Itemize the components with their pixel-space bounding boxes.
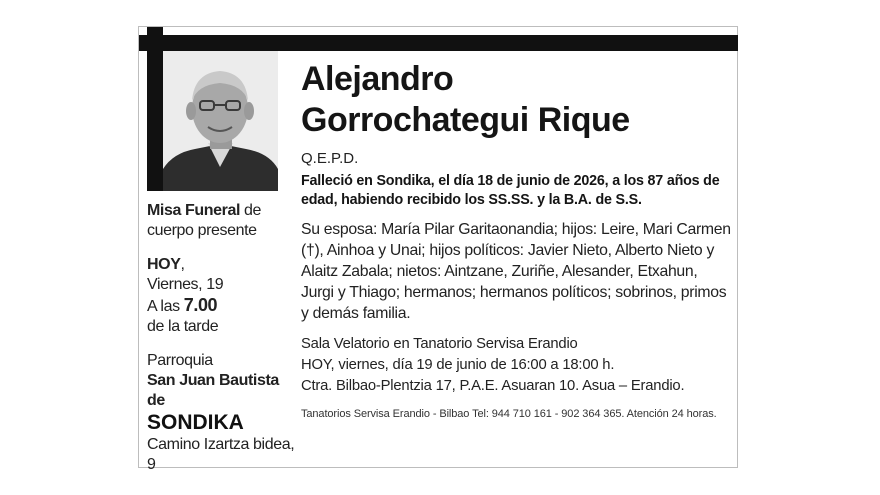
velatorio-line-1: Sala Velatorio en Tanatorio Servisa Erandio	[301, 336, 578, 352]
funeral-title-bold: Misa Funeral	[147, 202, 241, 219]
deceased-first-name: Alejandro	[301, 60, 454, 98]
portrait-photo	[163, 51, 278, 191]
velatorio-line-2: HOY, viernes, día 19 de junio de 16:00 a 18:00 h.	[301, 357, 615, 373]
mourning-bar-horizontal	[139, 35, 738, 51]
qepd: Q.E.P.D.	[301, 150, 359, 167]
funeral-time-prefix: A las	[147, 298, 184, 315]
funeral-subtitle: cuerpo presente	[147, 222, 257, 239]
funeral-time-suffix: de la tarde	[147, 318, 219, 335]
church-label: Parroquia	[147, 352, 213, 369]
funeral-date: Viernes, 19	[147, 276, 224, 293]
church-address: Camino Izartza bidea, 9	[147, 436, 295, 473]
funeral-day-bold: HOY	[147, 256, 181, 273]
mourning-bar-vertical	[147, 27, 163, 191]
church-name-text: San Juan Bautista de	[147, 372, 279, 409]
portrait-photo-icon	[163, 51, 278, 191]
funeral-time-bold: 7.00	[183, 295, 218, 315]
funeral-title	[147, 201, 295, 221]
obituary-main	[301, 59, 733, 422]
funeral-day-rest: ,	[180, 256, 185, 273]
death-announcement: Falleció en Sondika, el día 18 de junio de 2026, a los 87 años de edad, habiendo recibido los SS.SS. y la B.A. de S.S.	[301, 173, 720, 208]
deceased-last-names: Gorrochategui Rique	[301, 101, 630, 139]
funeral-time	[147, 295, 295, 317]
church-name	[147, 371, 295, 411]
obituary-card	[138, 26, 738, 473]
velatorio-info	[301, 334, 733, 397]
funeral-info	[147, 201, 295, 475]
funeral-day	[147, 255, 295, 275]
family-list: Su esposa: María Pilar Garitaonandia; hijos: Leire, Mari Carmen (†), Ainhoa y Unai; hijos políticos: Javier Nieto, Alberto Nieto y Alaitz Zabala; nietos: Aintzane, Zuriñe, Alesander, Etxahun, Jurgi y Thiago; hermanos; hermanos políticos; sobrinos, primos y demás familia.	[301, 221, 731, 322]
velatorio-line-3: Ctra. Bilbao-Plentzia 17, P.A.E. Asuaran 10. Asua – Erandio.	[301, 378, 685, 394]
funeral-title-rest: de	[240, 202, 262, 219]
funeral-home-footer: Tanatorios Servisa Erandio - Bilbao Tel: 944 710 161 - 902 364 365. Atención 24 horas.	[301, 408, 717, 420]
funeral-town: SONDIKA	[147, 411, 244, 434]
